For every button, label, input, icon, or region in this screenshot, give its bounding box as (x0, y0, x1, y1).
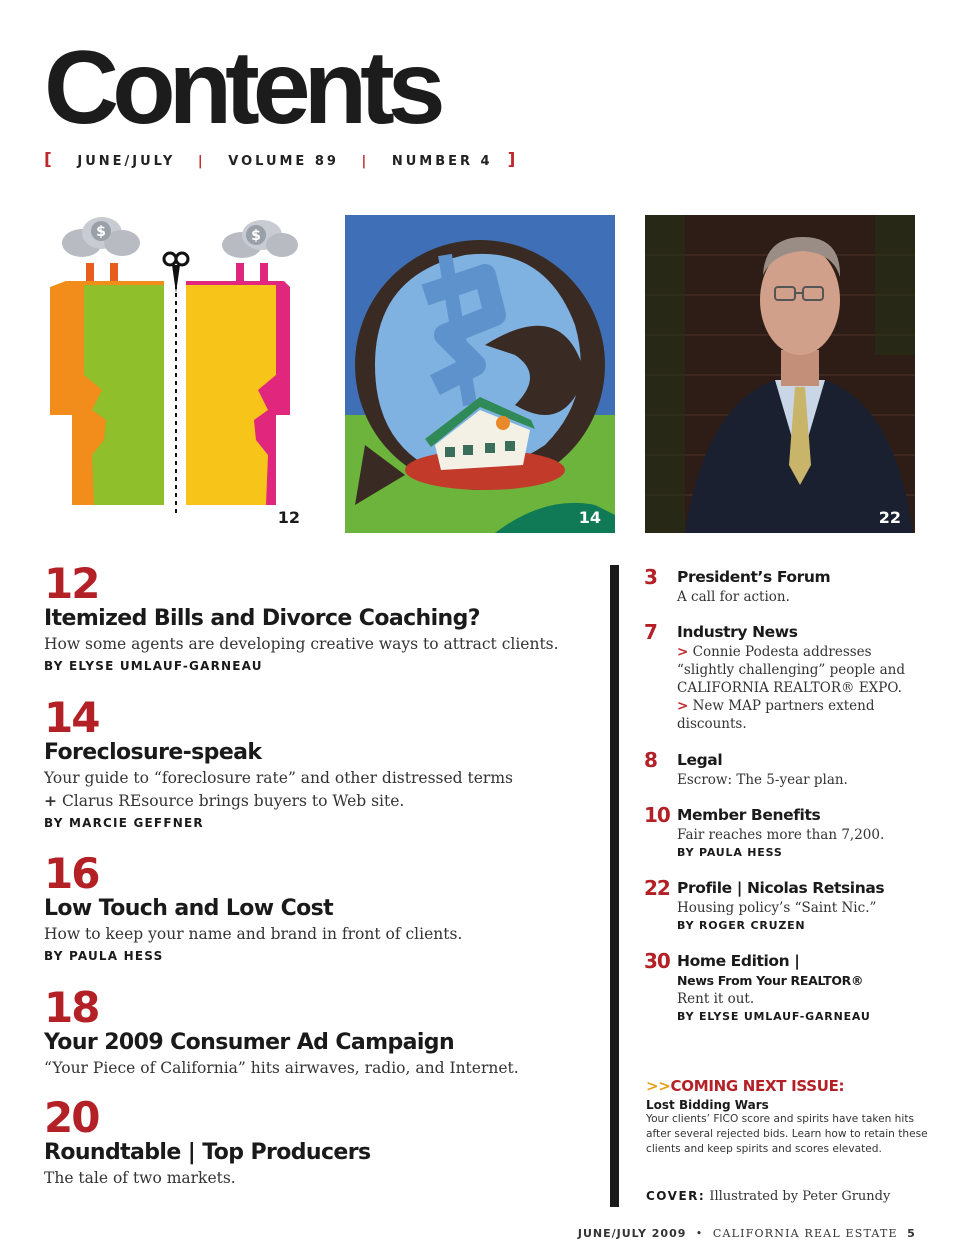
department-description: Housing policy’s “Saint Nic.” (677, 900, 877, 916)
column-divider (610, 565, 619, 1207)
department-page-number: 7 (644, 620, 657, 644)
portrait-photo-icon (645, 215, 915, 533)
feature-byline: BY PAULA HESS (44, 949, 164, 963)
department-byline: BY ELYSE UMLAUF-GARNEAU (677, 1010, 871, 1023)
issue-volume: VOLUME 89 (228, 154, 339, 169)
feature-story[interactable] (44, 1093, 584, 1190)
feature-extra-text: Clarus REsource brings buyers to Web site. (61, 792, 405, 810)
footer-publication: CALIFORNIA REAL ESTATE (712, 1227, 898, 1240)
thumbnail-page-number: 12 (277, 508, 300, 527)
feature-description: How to keep your name and brand in front of clients. (44, 925, 463, 943)
footer-page-number: 5 (907, 1227, 916, 1240)
feature-byline: BY MARCIE GEFFNER (44, 816, 204, 830)
department-entry[interactable] (644, 566, 944, 606)
feature-story[interactable] (44, 849, 584, 963)
coming-next-heading-text: COMING NEXT ISSUE: (670, 1077, 845, 1095)
thumbnail-profile[interactable] (645, 215, 915, 533)
department-title[interactable]: Member Benefits (677, 806, 821, 824)
thumbnail-divorce[interactable] (44, 215, 314, 533)
thumbnail-page-number: 22 (878, 508, 901, 527)
department-entry[interactable] (644, 749, 944, 789)
feature-description: “Your Piece of California” hits airwaves, radio, and Internet. (44, 1059, 519, 1077)
department-entry[interactable] (644, 804, 944, 859)
page-footer (578, 1227, 916, 1240)
feature-title[interactable]: Low Touch and Low Cost (44, 896, 334, 921)
department-page-number: 8 (644, 748, 657, 772)
feature-page-number: 12 (44, 559, 99, 608)
feature-title[interactable]: Roundtable | Top Producers (44, 1140, 371, 1165)
department-item (677, 643, 907, 697)
department-subtitle: News From Your REALTOR® (677, 973, 864, 988)
thumbnail-page-number: 14 (578, 508, 601, 527)
cover-credit (646, 1189, 890, 1204)
svg-text:$: $ (251, 228, 261, 244)
department-page-number: 30 (644, 949, 670, 973)
department-title[interactable]: Industry News (677, 623, 798, 641)
divorce-scissors-illustration-icon (44, 215, 314, 533)
feature-extra-item (44, 790, 584, 813)
department-entry[interactable] (644, 877, 944, 932)
svg-text:$: $ (96, 224, 106, 240)
coming-next-issue (646, 1077, 936, 1157)
feature-page-number: 14 (44, 693, 99, 742)
department-entry[interactable] (644, 950, 944, 1023)
department-page-number: 3 (644, 565, 657, 589)
issue-info (44, 150, 518, 170)
department-title[interactable]: Profile | Nicolas Retsinas (677, 879, 885, 897)
feature-byline: BY ELYSE UMLAUF-GARNEAU (44, 659, 263, 673)
separator: | (361, 154, 370, 169)
department-description: A call for action. (677, 589, 790, 605)
coming-next-text: Your clients’ FICO score and spirits have taken hits after several rejected bids. Learn how to retain these clients and keep spirits and scores elevated. (646, 1113, 928, 1155)
chevron-right-icon: > (677, 644, 689, 660)
department-item-text: New MAP partners extend discounts. (677, 698, 875, 732)
page-title: Contents (44, 30, 439, 146)
department-entry[interactable] (644, 621, 944, 733)
department-byline: BY ROGER CRUZEN (677, 919, 806, 932)
cover-label: COVER: (646, 1189, 706, 1203)
foreclosure-speech-bubble-illustration-icon (345, 215, 615, 533)
bracket-close: ] (507, 150, 519, 170)
feature-story[interactable] (44, 983, 584, 1080)
issue-number: NUMBER 4 (391, 154, 493, 169)
department-page-number: 22 (644, 876, 670, 900)
bracket-open: [ (44, 150, 55, 170)
department-item (677, 697, 907, 733)
footer-bullet: • (695, 1227, 704, 1240)
issue-date: JUNE/JULY (77, 154, 176, 169)
feature-page-number: 16 (44, 849, 99, 898)
coming-next-title: Lost Bidding Wars (646, 1098, 769, 1112)
chevron-right-icon: > (677, 698, 689, 714)
department-title[interactable]: President’s Forum (677, 568, 831, 586)
thumbnail-foreclosure[interactable] (345, 215, 615, 533)
department-page-number: 10 (644, 803, 670, 827)
feature-story[interactable] (44, 559, 584, 673)
coming-next-heading (646, 1077, 936, 1095)
department-item-text: Connie Podesta addresses “slightly challenging” people and CALIFORNIA REALTOR® EXPO. (677, 644, 905, 696)
feature-description: How some agents are developing creative ways to attract clients. (44, 635, 559, 653)
department-title[interactable]: Legal (677, 751, 723, 769)
feature-page-number: 18 (44, 983, 99, 1032)
department-description: Rent it out. (677, 991, 755, 1007)
feature-description: The tale of two markets. (44, 1169, 236, 1187)
feature-title[interactable]: Itemized Bills and Divorce Coaching? (44, 606, 480, 631)
department-byline: BY PAULA HESS (677, 846, 783, 859)
separator: | (197, 154, 206, 169)
feature-title[interactable]: Foreclosure-speak (44, 740, 262, 765)
feature-story[interactable] (44, 693, 584, 830)
department-description: Fair reaches more than 7,200. (677, 827, 885, 843)
department-title[interactable]: Home Edition | (677, 952, 800, 970)
footer-date: JUNE/JULY 2009 (577, 1227, 687, 1240)
plus-icon: + (44, 792, 57, 810)
double-chevron-icon: >> (646, 1077, 671, 1095)
feature-description: Your guide to “foreclosure rate” and other distressed terms (44, 769, 513, 787)
feature-page-number: 20 (44, 1093, 99, 1142)
cover-credit-text: Illustrated by Peter Grundy (709, 1189, 891, 1204)
feature-title[interactable]: Your 2009 Consumer Ad Campaign (44, 1030, 455, 1055)
department-description: Escrow: The 5-year plan. (677, 772, 848, 788)
